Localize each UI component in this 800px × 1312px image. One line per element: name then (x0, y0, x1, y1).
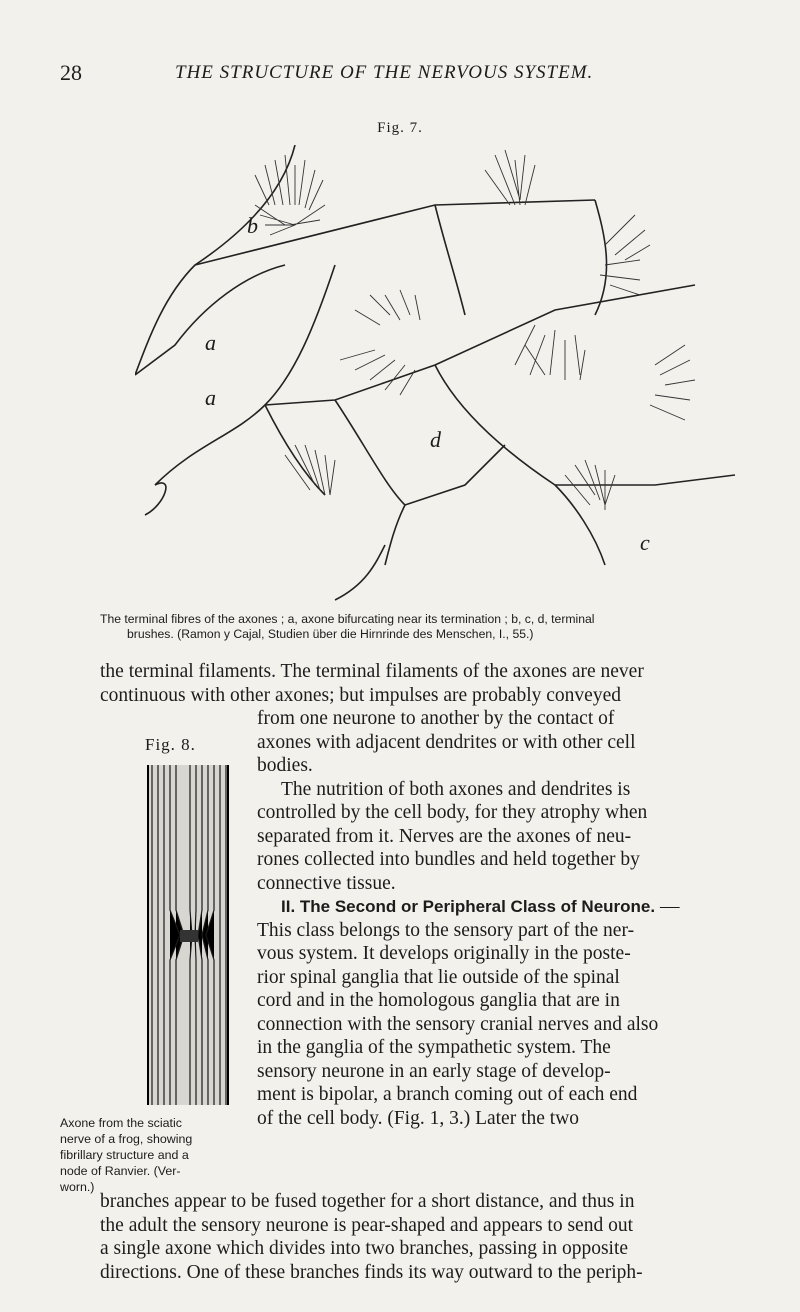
axone-terminal-brushes-drawing (135, 145, 735, 605)
text-line: rior spinal ganglia that lie outside of the spinal (257, 966, 620, 988)
text-line: the terminal filaments. The terminal filaments of the axones are never (100, 661, 644, 682)
figure-8-caption-line: Axone from the sciatic (60, 1116, 182, 1130)
figure-7-caption-line: brushes. (Ramon y Cajal, Studien über die Hirnrinde des Menschen, I., 55.) (127, 627, 534, 641)
paragraph-final (100, 1190, 775, 1284)
text-line: controlled by the cell body, for they atrophy when (257, 802, 648, 823)
figure-7-label: Fig. 7. (377, 120, 423, 136)
text-line: connection with the sensory cranial nerves and also (257, 1013, 659, 1035)
text-line: branches appear to be fused together for a short distance, and thus in (100, 1191, 635, 1212)
text-line: a single axone which divides into two branches, passing in opposite (100, 1238, 629, 1259)
figure-7-illustration (135, 145, 735, 605)
paragraph-intro (100, 660, 775, 707)
text-line: vous system. It develops originally in the poste- (257, 943, 631, 964)
figure-8-illustration (140, 760, 238, 1110)
figure-8-caption-line: node of Ranvier. (Ver- (60, 1164, 181, 1178)
figure-8-caption-line: worn.) (60, 1180, 95, 1194)
text-line: rones collected into bundles and held together by (257, 849, 640, 870)
text-line: ment is bipolar, a branch coming out of each end (257, 1084, 638, 1105)
text-line: separated from it. Nerves are the axones of neu- (257, 825, 632, 847)
running-title: THE STRUCTURE OF THE NERVOUS SYSTEM. (175, 62, 594, 83)
section-heading-dash: — (655, 896, 680, 917)
text-line: continuous with other axones; but impulses are probably conveyed (100, 684, 621, 706)
figure-7-caption-line: The terminal fibres of the axones ; a, axone bifurcating near its termination ; b, c, d, terminal (100, 612, 595, 626)
sciatic-axone-drawing (140, 760, 238, 1110)
figure-8-caption-line: fibrillary structure and a (60, 1148, 189, 1162)
text-line: This class belongs to the sensory part of the ner- (257, 919, 635, 941)
text-line: axones with adjacent dendrites or with other cell (257, 731, 636, 753)
page-number: 28 (60, 60, 82, 85)
label-d: d (430, 427, 441, 452)
text-line: from one neurone to another by the contact of (257, 708, 615, 729)
text-line: bodies. (257, 755, 313, 776)
label-a-upper: a (205, 330, 216, 355)
figure-8-caption-line: nerve of a frog, showing (60, 1132, 193, 1146)
figure-7-caption (100, 612, 740, 642)
label-b: b (247, 213, 258, 238)
figure-8-caption (60, 1115, 250, 1195)
text-line: of the cell body. (Fig. 1, 3.) Later the two (257, 1107, 580, 1129)
section-heading: II. The Second or Peripheral Class of Neurone. (281, 897, 656, 916)
text-line: connective tissue. (257, 872, 396, 894)
section-heading-line (257, 895, 775, 919)
paragraph-wrapped (257, 707, 775, 1130)
text-line: in the ganglia of the sympathetic system. The (257, 1037, 611, 1058)
figure-8-label: Fig. 8. (145, 735, 196, 754)
text-line: sensory neurone in an early stage of develop- (257, 1060, 611, 1082)
text-line: the adult the sensory neurone is pear-shaped and appears to send out (100, 1214, 633, 1236)
text-line: cord and in the homologous ganglia that are in (257, 990, 620, 1011)
running-head (60, 60, 740, 90)
text-line: directions. One of these branches finds its way outward to the periph- (100, 1261, 643, 1283)
label-a-lower: a (205, 385, 216, 410)
text-line: The nutrition of both axones and dendrites is (281, 778, 631, 800)
label-c: c (640, 530, 650, 555)
